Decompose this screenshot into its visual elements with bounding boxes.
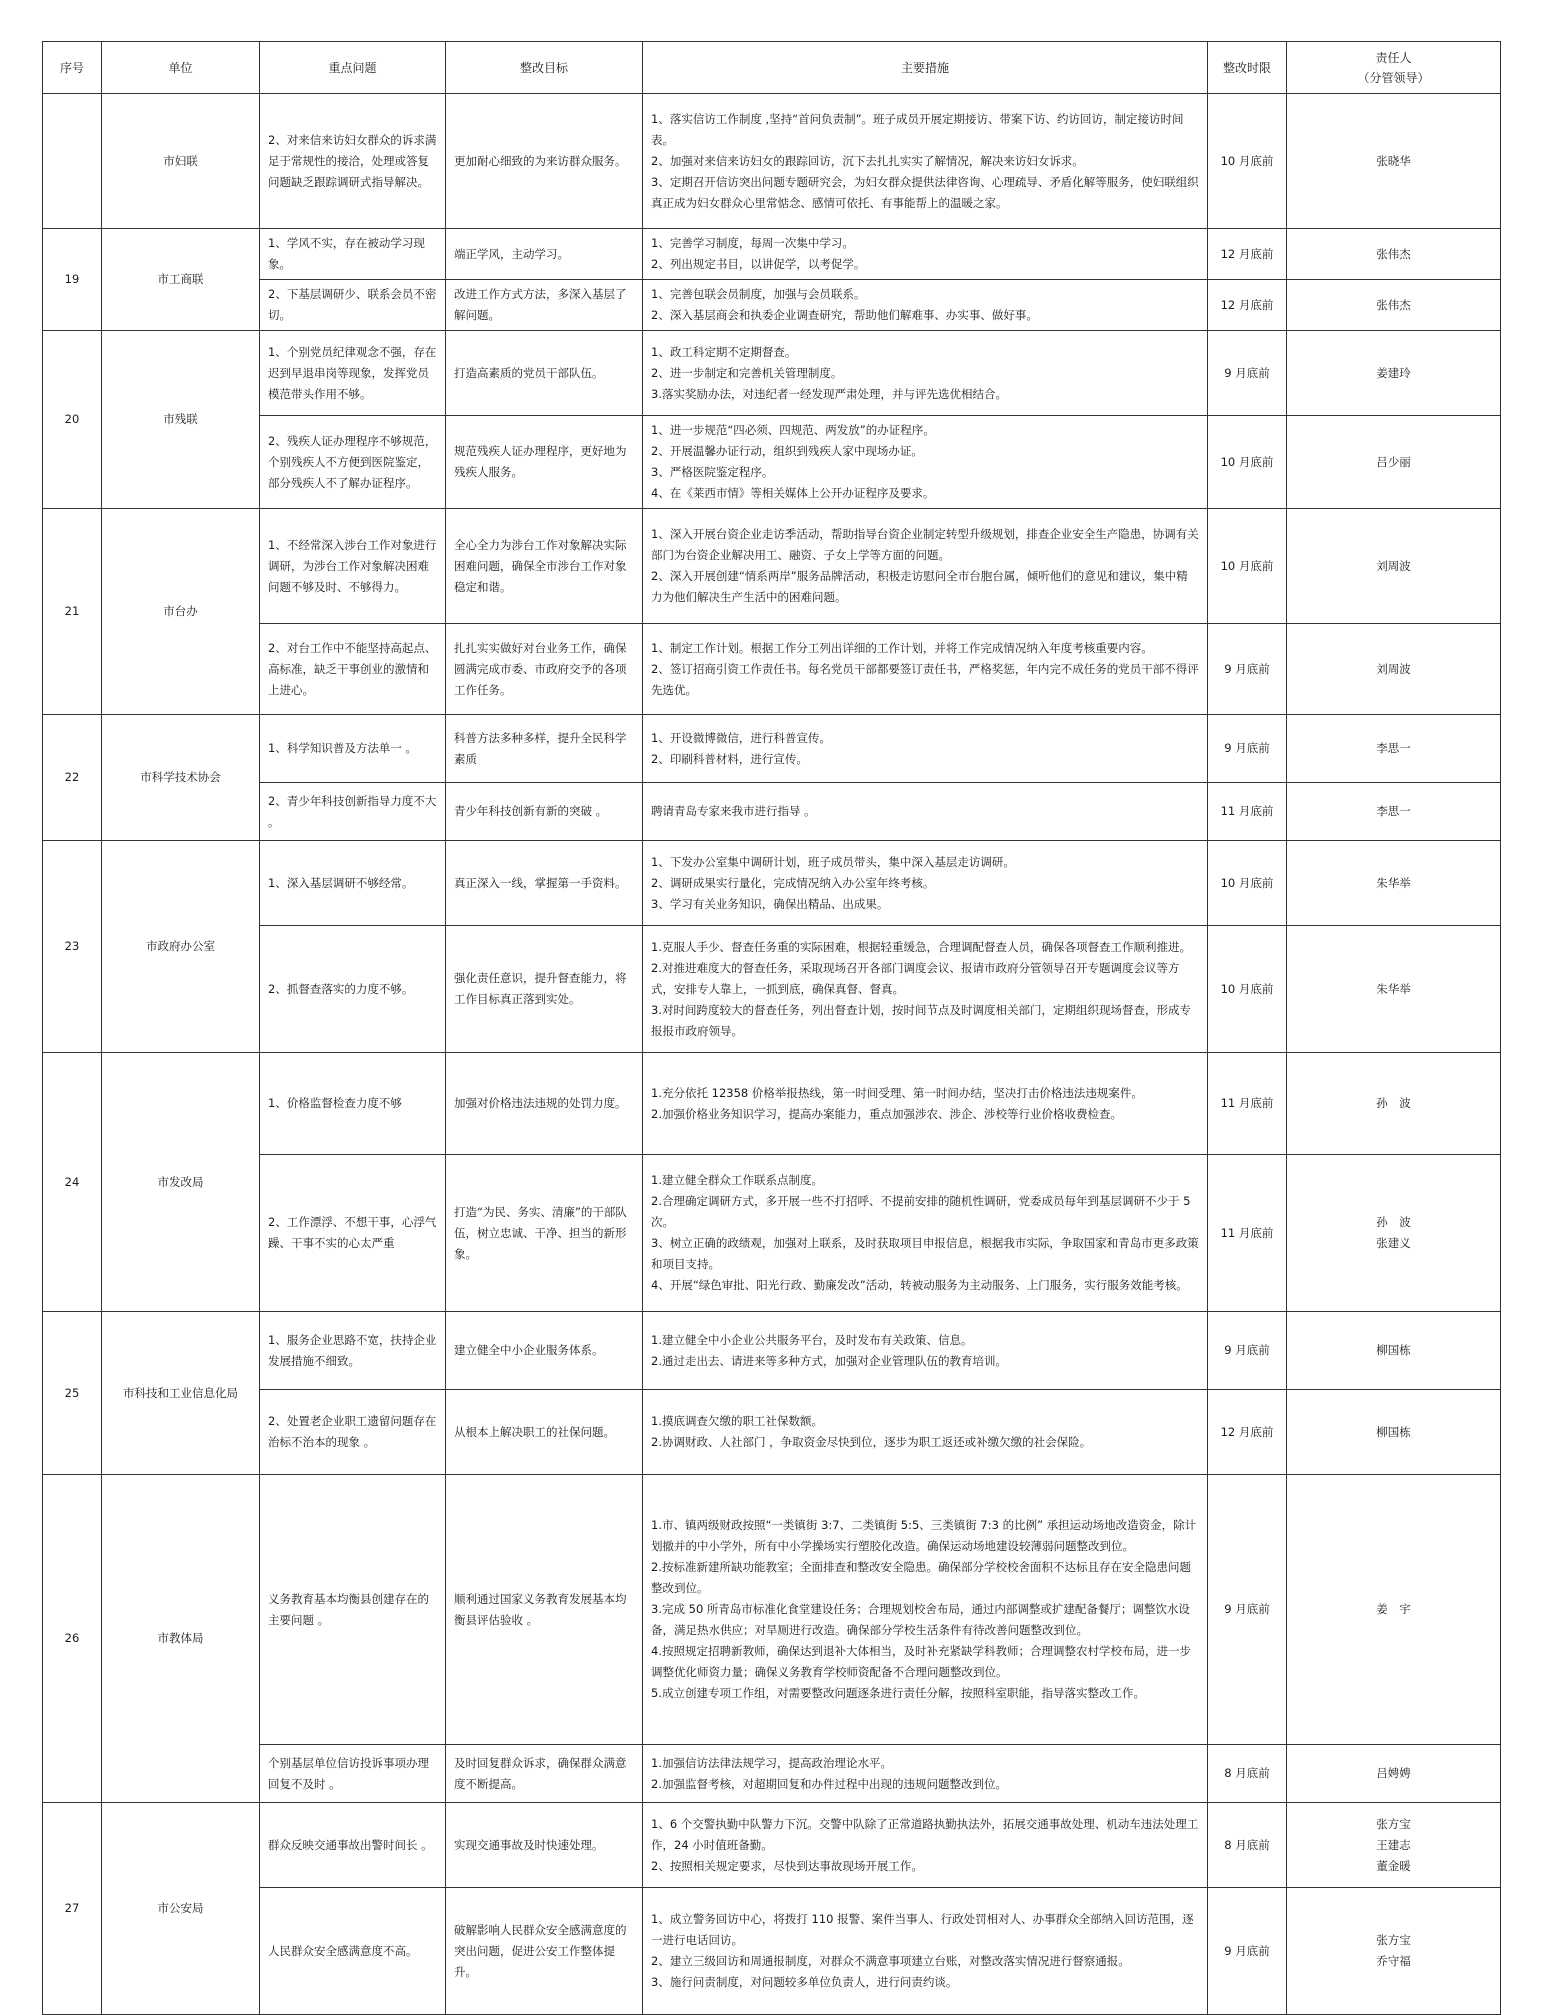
cell-target: 规范残疾人证办理程序，更好地为残疾人服务。 — [446, 416, 643, 509]
header-num: 序号 — [43, 42, 102, 94]
cell-measures — [643, 1155, 1208, 1312]
owner-name: 孙 波 — [1376, 1215, 1411, 1229]
cell-unit: 市科技和工业信息化局 — [102, 1312, 260, 1475]
measure-item: 1.克服人手少、督查任务重的实际困难，根据轻重缓急，合理调配督查人员，确保各项督查工作顺利推进。 — [651, 939, 1191, 954]
cell-unit: 市发改局 — [102, 1053, 260, 1312]
table-row — [43, 1155, 1501, 1312]
owner-name: 王建志 — [1376, 1837, 1411, 1852]
cell-num: 22 — [43, 715, 102, 841]
measure-item: 2.合理确定调研方式，多开展一些不打招呼、不提前安排的随机性调研，党委成员每年到基层调研不少于 5 次。 — [651, 1194, 1191, 1229]
cell-measures — [643, 1312, 1208, 1390]
cell-problem: 2、抓督查落实的力度不够。 — [260, 926, 446, 1053]
cell-problem: 2、残疾人证办理程序不够规范，个别残疾人不方便到医院鉴定，部分残疾人不了解办证程序。 — [260, 416, 446, 509]
owner-name: 姜建玲 — [1376, 365, 1411, 380]
cell-measures — [643, 94, 1208, 229]
cell-owner — [1287, 1053, 1501, 1155]
measure-item: 4、开展“绿色审批、阳光行政、勤廉发改”活动，转被动服务为主动服务、上门服务，实行服务效能考核。 — [651, 1278, 1188, 1292]
cell-deadline: 12 月底前 — [1208, 229, 1287, 280]
cell-measures — [643, 1053, 1208, 1155]
cell-target: 建立健全中小企业服务体系。 — [446, 1312, 643, 1390]
cell-deadline: 12 月底前 — [1208, 280, 1287, 331]
measure-item: 1.充分依托 12358 价格举报热线，第一时间受理、第一时间办结，坚决打击价格违法违规案件。 — [651, 1085, 1143, 1100]
header-owner — [1287, 42, 1501, 94]
measure-item: 1、制定工作计划。根据工作分工列出详细的工作计划，并将工作完成情况纳入年度考核重要内容。 — [651, 640, 1153, 655]
cell-owner — [1287, 280, 1501, 331]
cell-measures — [643, 624, 1208, 715]
cell-target: 加强对价格违法违规的处罚力度。 — [446, 1053, 643, 1155]
header-problem: 重点问题 — [260, 42, 446, 94]
rectification-table — [42, 41, 1501, 2015]
measure-item: 1、进一步规范“四必须、四规范、两发放”的办证程序。 — [651, 423, 935, 437]
cell-measures — [643, 229, 1208, 280]
cell-deadline: 8 月底前 — [1208, 1803, 1287, 1888]
cell-unit: 市政府办公室 — [102, 841, 260, 1053]
cell-num: 25 — [43, 1312, 102, 1475]
cell-measures — [643, 331, 1208, 416]
table-row — [43, 715, 1501, 783]
measure-item: 1、政工科定期不定期督查。 — [651, 344, 797, 359]
measure-item: 3.落实奖励办法，对违纪者一经发现严肃处理，并与评先选优相结合。 — [651, 386, 1007, 401]
owner-name: 姜 宇 — [1376, 1602, 1411, 1616]
cell-deadline: 9 月底前 — [1208, 1888, 1287, 2015]
cell-target: 及时回复群众诉求，确保群众满意度不断提高。 — [446, 1745, 643, 1803]
cell-owner — [1287, 1475, 1501, 1745]
measure-item: 2、加强对来信来访妇女的跟踪回访，沉下去扎扎实实了解情况，解决来访妇女诉求。 — [651, 153, 1084, 168]
cell-num: 26 — [43, 1475, 102, 1803]
cell-problem: 1、不经常深入涉台工作对象进行调研，为涉台工作对象解决困难问题不够及时、不够得力。 — [260, 509, 446, 624]
owner-name: 张晓华 — [1376, 153, 1411, 168]
measure-item: 3、施行问责制度，对问题较多单位负责人，进行问责约谈。 — [651, 1975, 958, 1989]
measure-item: 1、深入开展台资企业走访季活动，帮助指导台资企业制定转型升级规划，排查企业安全生产隐患，协调有关部门为台资企业解决用工、融资、子女上学等方面的问题。 — [651, 527, 1199, 562]
cell-deadline: 9 月底前 — [1208, 1475, 1287, 1745]
owner-name: 李思一 — [1376, 804, 1411, 818]
table-row — [43, 94, 1501, 229]
cell-num: 20 — [43, 331, 102, 509]
cell-target: 打造高素质的党员干部队伍。 — [446, 331, 643, 416]
cell-target: 端正学风，主动学习。 — [446, 229, 643, 280]
cell-problem: 义务教育基本均衡县创建存在的主要问题 。 — [260, 1475, 446, 1745]
cell-deadline: 10 月底前 — [1208, 841, 1287, 926]
table-row — [43, 1803, 1501, 1888]
cell-target: 强化责任意识，提升督查能力，将工作目标真正落到实处。 — [446, 926, 643, 1053]
measure-item: 1.加强信访法律法规学习，提高政治理论水平。 — [651, 1755, 892, 1770]
header-deadline: 整改时限 — [1208, 42, 1287, 94]
table-row — [43, 783, 1501, 841]
cell-problem: 2、对台工作中不能坚持高起点、高标准，缺乏干事创业的激情和上进心。 — [260, 624, 446, 715]
cell-deadline: 9 月底前 — [1208, 331, 1287, 416]
measure-item: 1、完善学习制度，每周一次集中学习。 — [651, 236, 854, 250]
cell-deadline: 11 月底前 — [1208, 783, 1287, 841]
table-row — [43, 416, 1501, 509]
owner-name: 张伟杰 — [1376, 297, 1411, 312]
cell-owner — [1287, 229, 1501, 280]
owner-name: 张方宝 — [1376, 1816, 1411, 1831]
cell-deadline: 8 月底前 — [1208, 1745, 1287, 1803]
header-target: 整改目标 — [446, 42, 643, 94]
measure-item: 3.完成 50 所青岛市标准化食堂建设任务；合理规划校舍布局，通过内部调整或扩建配备餐厅；调整饮水设备，满足热水供应；对旱厕进行改造。确保部分学校生活条件有待改善问题整改到位。 — [651, 1602, 1190, 1637]
measure-item: 1、开设微博微信，进行科普宣传。 — [651, 730, 831, 745]
table-row — [43, 1390, 1501, 1475]
cell-problem: 2、青少年科技创新指导力度不大 。 — [260, 783, 446, 841]
measure-item: 4.按照规定招聘新教师，确保达到退补大体相当，及时补充紧缺学科教师；合理调整农村学校布局，进一步调整优化师资力量；确保义务教育学校师资配备不合理问题整改到位。 — [651, 1644, 1191, 1679]
table-row — [43, 624, 1501, 715]
cell-target: 全心全力为涉台工作对象解决实际困难问题，确保全市涉台工作对象稳定和谐。 — [446, 509, 643, 624]
cell-unit: 市工商联 — [102, 229, 260, 331]
cell-problem: 1、深入基层调研不够经常。 — [260, 841, 446, 926]
measure-item: 1、下发办公室集中调研计划，班子成员带头，集中深入基层走访调研。 — [651, 854, 1015, 869]
measure-item: 2、建立三级回访和周通报制度，对群众不满意事项建立台账，对整改落实情况进行督察通报。 — [651, 1954, 1130, 1968]
cell-deadline: 10 月底前 — [1208, 926, 1287, 1053]
cell-num: 19 — [43, 229, 102, 331]
owner-name: 张建义 — [1376, 1236, 1411, 1250]
cell-measures — [643, 783, 1208, 841]
cell-deadline: 12 月底前 — [1208, 1390, 1287, 1475]
header-owner-line1: 责任人 — [1375, 50, 1412, 65]
measure-item: 4、在《莱西市情》等相关媒体上公开办证程序及要求。 — [651, 486, 935, 500]
cell-measures — [643, 1475, 1208, 1745]
table-row — [43, 331, 1501, 416]
owner-name: 柳国栋 — [1376, 1424, 1411, 1439]
cell-measures — [643, 1803, 1208, 1888]
table-row — [43, 1745, 1501, 1803]
owner-name: 孙 波 — [1376, 1096, 1411, 1110]
owner-name: 刘周波 — [1376, 661, 1411, 676]
cell-problem: 个别基层单位信访投诉事项办理回复不及时 。 — [260, 1745, 446, 1803]
measure-item: 2、深入开展创建“情系两岸”服务品牌活动，积极走访慰问全市台胞台属，倾听他们的意见和建议，集中精力为他们解决生产生活中的困难问题。 — [651, 569, 1188, 604]
cell-target: 真正深入一线，掌握第一手资料。 — [446, 841, 643, 926]
cell-owner — [1287, 715, 1501, 783]
header-owner-line2: （分管领导） — [1357, 70, 1430, 85]
cell-measures — [643, 280, 1208, 331]
cell-measures — [643, 416, 1208, 509]
cell-measures — [643, 509, 1208, 624]
cell-owner — [1287, 1888, 1501, 2015]
cell-unit: 市科学技术协会 — [102, 715, 260, 841]
cell-problem: 群众反映交通事故出警时间长 。 — [260, 1803, 446, 1888]
cell-num: 27 — [43, 1803, 102, 2015]
cell-target: 改进工作方式方法，多深入基层了解问题。 — [446, 280, 643, 331]
measure-item: 3、严格医院鉴定程序。 — [651, 465, 774, 479]
cell-measures — [643, 1888, 1208, 2015]
measure-item: 1.建立健全群众工作联系点制度。 — [651, 1173, 823, 1187]
table-row — [43, 280, 1501, 331]
cell-measures — [643, 926, 1208, 1053]
measure-item: 2、签订招商引资工作责任书。每名党员干部都要签订责任书，严格奖惩，年内完不成任务的党员干部不得评先选优。 — [651, 661, 1199, 697]
cell-owner — [1287, 841, 1501, 926]
cell-problem: 1、学风不实，存在被动学习现象。 — [260, 229, 446, 280]
cell-problem: 1、服务企业思路不宽，扶持企业发展措施不细致。 — [260, 1312, 446, 1390]
owner-name: 李思一 — [1376, 741, 1411, 755]
cell-owner — [1287, 94, 1501, 229]
cell-owner — [1287, 624, 1501, 715]
cell-unit: 市教体局 — [102, 1475, 260, 1803]
measure-item: 2、调研成果实行量化，完成情况纳入办公室年终考核。 — [651, 875, 935, 890]
cell-target: 打造“为民、务实、清廉”的干部队伍，树立忠诚、干净、担当的新形象。 — [446, 1155, 643, 1312]
owner-name: 吕娉娉 — [1376, 1766, 1411, 1780]
cell-deadline: 9 月底前 — [1208, 624, 1287, 715]
cell-measures — [643, 715, 1208, 783]
measure-item: 3、学习有关业务知识，确保出精品、出成果。 — [651, 896, 889, 911]
cell-measures — [643, 1390, 1208, 1475]
cell-target: 实现交通事故及时快速处理。 — [446, 1803, 643, 1888]
cell-deadline: 11 月底前 — [1208, 1053, 1287, 1155]
cell-deadline: 10 月底前 — [1208, 94, 1287, 229]
table-row — [43, 841, 1501, 926]
cell-measures — [643, 1745, 1208, 1803]
measure-item: 3、定期召开信访突出问题专题研究会，为妇女群众提供法律咨询、心理疏导、矛盾化解等服务，使妇联组织真正成为妇女群众心里常惦念、感情可依托、有事能帮上的温暖之家。 — [651, 174, 1199, 210]
cell-owner — [1287, 1155, 1501, 1312]
owner-name: 张方宝 — [1376, 1933, 1411, 1947]
cell-problem: 1、科学知识普及方法单一 。 — [260, 715, 446, 783]
cell-owner — [1287, 509, 1501, 624]
owner-name: 乔守福 — [1376, 1954, 1411, 1968]
cell-deadline: 10 月底前 — [1208, 416, 1287, 509]
cell-deadline: 9 月底前 — [1208, 715, 1287, 783]
measure-item: 2.加强价格业务知识学习，提高办案能力，重点加强涉农、涉企、涉校等行业价格收费检查。 — [651, 1106, 1122, 1121]
measure-item: 1.市、镇两级财政按照“一类镇街 3:7、二类镇街 5:5、三类镇街 7:3 的比例” 承担运动场地改造资金，除计划撤并的中小学外，所有中小学操场实行塑胶化改造。确保运动场地建设较薄弱问题整改到位。 — [651, 1518, 1197, 1553]
cell-target: 顺利通过国家义务教育发展基本均衡县评估验收 。 — [446, 1475, 643, 1745]
measure-item: 3、树立正确的政绩观，加强对上联系，及时获取项目申报信息，根据我市实际，争取国家和青岛市更多政策和项目支持。 — [651, 1236, 1199, 1271]
cell-deadline: 9 月底前 — [1208, 1312, 1287, 1390]
owner-name: 吕少丽 — [1376, 454, 1411, 469]
cell-num: 21 — [43, 509, 102, 715]
cell-owner — [1287, 926, 1501, 1053]
cell-measures — [643, 841, 1208, 926]
owner-name: 朱华举 — [1376, 875, 1411, 890]
table-row — [43, 509, 1501, 624]
measure-item: 2.协调财政、人社部门 ，争取资金尽快到位，逐步为职工返还或补缴欠缴的社会保险。 — [651, 1435, 1092, 1449]
cell-target: 科普方法多种多样，提升全民科学素质 — [446, 715, 643, 783]
cell-target: 破解影响人民群众安全感满意度的突出问题，促进公安工作整体提升。 — [446, 1888, 643, 2015]
owner-name: 刘周波 — [1376, 558, 1411, 573]
cell-deadline: 10 月底前 — [1208, 509, 1287, 624]
cell-unit: 市残联 — [102, 331, 260, 509]
owner-name: 柳国栋 — [1376, 1343, 1411, 1357]
table-row — [43, 926, 1501, 1053]
measure-item: 2、印刷科普材料，进行宣传。 — [651, 751, 808, 766]
measure-item: 5.成立创建专项工作组，对需要整改问题逐条进行责任分解，按照科室职能，指导落实整改工作。 — [651, 1686, 1145, 1700]
measure-item: 2、进一步制定和完善机关管理制度。 — [651, 365, 843, 380]
owner-name: 朱华举 — [1376, 981, 1411, 996]
measure-item: 2、深入基层商会和执委企业调查研究，帮助他们解难事、办实事、做好事。 — [651, 308, 1038, 322]
measure-item: 2.按标准新建所缺功能教室；全面排查和整改安全隐患。确保部分学校校舍面积不达标且存在安全隐患问题整改到位。 — [651, 1560, 1191, 1595]
measure-item: 1.摸底调查欠缴的职工社保数额。 — [651, 1414, 823, 1428]
cell-target: 青少年科技创新有新的突破 。 — [446, 783, 643, 841]
cell-problem: 2、工作漂浮、不想干事，心浮气躁、干事不实的心太严重 — [260, 1155, 446, 1312]
measure-item: 2、开展温馨办证行动，组织到残疾人家中现场办证。 — [651, 444, 923, 458]
measure-item: 2、按照相关规定要求，尽快到达事故现场开展工作。 — [651, 1858, 923, 1873]
measure-item: 2、列出规定书目，以讲促学，以考促学。 — [651, 257, 866, 271]
cell-owner — [1287, 1312, 1501, 1390]
cell-problem: 1、个别党员纪律观念不强，存在迟到早退串岗等现象，发挥党员模范带头作用不够。 — [260, 331, 446, 416]
header-measures: 主要措施 — [643, 42, 1208, 94]
cell-target: 从根本上解决职工的社保问题。 — [446, 1390, 643, 1475]
table-row — [43, 1053, 1501, 1155]
cell-owner — [1287, 416, 1501, 509]
cell-owner — [1287, 331, 1501, 416]
cell-deadline: 11 月底前 — [1208, 1155, 1287, 1312]
measure-item: 聘请青岛专家来我市进行指导 。 — [651, 804, 816, 818]
cell-problem: 2、处置老企业职工遗留问题存在治标不治本的现象 。 — [260, 1390, 446, 1475]
measure-item: 1、完善包联会员制度，加强与会员联系。 — [651, 287, 866, 301]
cell-owner — [1287, 1745, 1501, 1803]
measure-item: 1.建立健全中小企业公共服务平台，及时发布有关政策、信息。 — [651, 1332, 973, 1347]
cell-problem: 2、下基层调研少、联系会员不密切。 — [260, 280, 446, 331]
measure-item: 2.对推进难度大的督查任务，采取现场召开各部门调度会议、报请市政府分管领导召开专题调度会议等方式，安排专人靠上，一抓到底，确保真督、督真。 — [651, 960, 1180, 996]
measure-item: 3.对时间跨度较大的督查任务，列出督查计划，按时间节点及时调度相关部门，定期组织现场督查，形成专报报市政府领导。 — [651, 1002, 1191, 1038]
cell-problem: 2、对来信来访妇女群众的诉求满足于常规性的接洽，处理或答复问题缺乏跟踪调研式指导解决。 — [260, 94, 446, 229]
owner-name: 董金暖 — [1376, 1858, 1411, 1873]
table-row — [43, 1475, 1501, 1745]
measure-item: 2.加强监督考核，对超期回复和办件过程中出现的违规问题整改到位。 — [651, 1776, 1007, 1791]
measure-item: 1、6 个交警执勤中队警力下沉。交警中队除了正常道路执勤执法外，拓展交通事故处理、机动车违法处理工作，24 小时值班备勤。 — [651, 1816, 1199, 1852]
cell-num: 24 — [43, 1053, 102, 1312]
cell-owner — [1287, 1803, 1501, 1888]
cell-unit: 市公安局 — [102, 1803, 260, 2015]
header-unit: 单位 — [102, 42, 260, 94]
measure-item: 1、落实信访工作制度 ,坚持“首问负责制”。班子成员开展定期接访、带案下访、约访回访，制定接访时间表。 — [651, 111, 1184, 147]
cell-unit: 市妇联 — [102, 94, 260, 229]
cell-unit: 市台办 — [102, 509, 260, 715]
cell-problem: 人民群众安全感满意度不高。 — [260, 1888, 446, 2015]
table-row — [43, 1888, 1501, 2015]
cell-num — [43, 94, 102, 229]
table-row — [43, 1312, 1501, 1390]
table-body — [43, 94, 1501, 2015]
owner-name: 张伟杰 — [1376, 246, 1411, 261]
cell-target: 扎扎实实做好对台业务工作，确保圆满完成市委、市政府交予的各项工作任务。 — [446, 624, 643, 715]
header-row — [43, 42, 1501, 94]
measure-item: 1、成立警务回访中心，将拨打 110 报警、案件当事人、行政处罚相对人、办事群众全部纳入回访范围，逐一进行电话回访。 — [651, 1912, 1194, 1947]
cell-num: 23 — [43, 841, 102, 1053]
cell-target: 更加耐心细致的为来访群众服务。 — [446, 94, 643, 229]
table-row — [43, 229, 1501, 280]
cell-owner — [1287, 1390, 1501, 1475]
cell-problem: 1、价格监督检查力度不够 — [260, 1053, 446, 1155]
measure-item: 2.通过走出去、请进来等多种方式，加强对企业管理队伍的教育培训。 — [651, 1353, 1007, 1368]
cell-owner — [1287, 783, 1501, 841]
